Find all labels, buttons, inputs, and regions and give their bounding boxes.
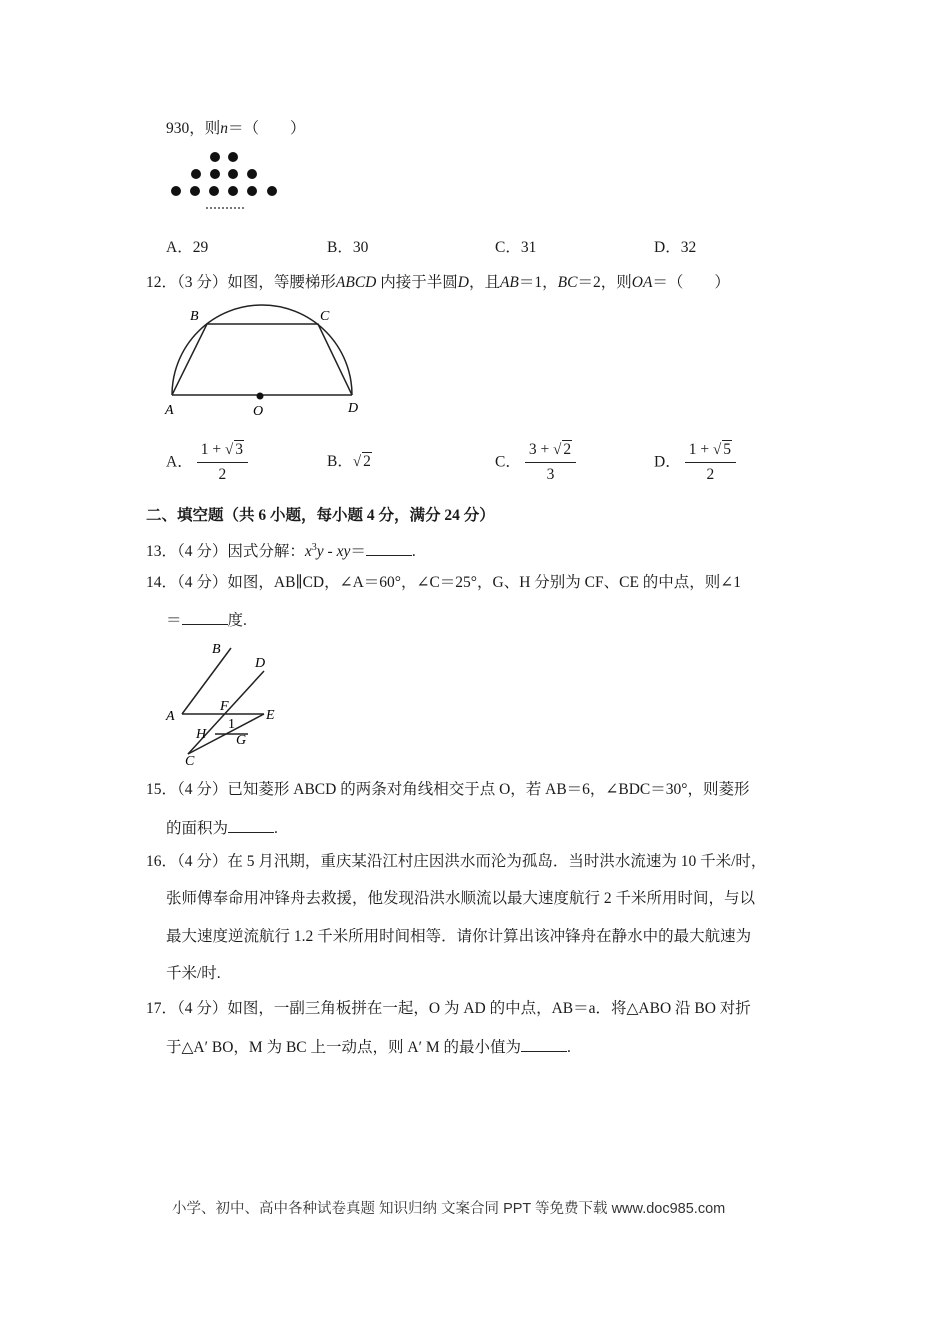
answer-blank [366,541,412,556]
dot [210,152,220,162]
page-footer: 小学、初中、高中各种试卷真题 知识归纳 文案合同 PPT 等免费下载 www.doc985.com [172,1201,726,1217]
q12-option-d: D． $\frac{1 + √ 5}{2}$ [654,440,736,485]
dot [267,186,277,196]
q15-stem-line1: 15．（4 分）已知菱形 ABCD 的两条对角线相交于点 O，若 AB＝6，∠BDC＝30°，则菱形 [146,781,750,798]
q11-tail: 930，则n＝（ ） [166,120,306,137]
label-1: 1 [228,717,235,732]
answer-blank [182,610,228,625]
label-d: D [348,401,359,416]
center-point-o [257,393,264,400]
q13-stem: 13．（4 分）因式分解：$x^3y - xy=$ . [146,542,416,561]
q11-option-a: A．29 [166,239,209,256]
dot [247,186,257,196]
label-f: F [220,699,229,714]
q11-option-d: D．32 [654,239,697,256]
q15-stem-line2: 的面积为 . [166,820,278,837]
label-e: E [266,708,275,723]
q17-stem-line2: 于△A′ BO，M 为 BC 上一动点，则 A′ M 的最小值为 . [166,1039,571,1056]
q12-stem: 12．（3 分）如图，等腰梯形ABCD 内接于半圆D，且AB＝1，BC＝2，则OA＝（ ） [146,274,730,291]
q17-stem-line1: 17．（4 分）如图，一副三角板拼在一起，O 为 AD 的中点，AB＝a．将△ABO 沿 BO 对折 [146,1000,751,1017]
answer-blank [228,818,274,833]
dot [190,186,200,196]
semicircle-trapezoid-figure [160,302,370,422]
dot [209,186,219,196]
parallel-lines-figure [160,638,290,770]
label-h: H [196,727,207,742]
label-b: B [190,309,199,324]
dot [171,186,181,196]
dot-pattern-figure [160,148,290,218]
label-a: A [165,403,174,418]
q12-option-a: A． $\frac{1 + √ 3}{2}$ [166,440,248,485]
q11-option-c: C．31 [495,239,537,256]
dot [210,169,220,179]
label-c: C [320,309,330,324]
label-b: B [212,642,221,657]
label-c: C [185,754,195,769]
label-g: G [236,733,247,748]
label-o: O [253,404,264,419]
label-d: D [255,656,266,671]
dot [228,152,238,162]
dot [228,186,238,196]
q16-stem-line4: 千米/时. [166,965,221,982]
answer-blank [521,1037,567,1052]
dot [191,169,201,179]
q16-stem-line3: 最大速度逆流航行 1.2 千米所用时间相等．请你计算出该冲锋舟在静水中的最大航速为 [166,928,752,945]
q16-stem-line2: 张师傅奉命用冲锋舟去救援，他发现沿洪水顺流以最大速度航行 2 千米所用时间，与以 [166,890,756,907]
section-heading: 二、填空题（共 6 小题，每小题 4 分，满分 24 分） [146,507,495,524]
dot [247,169,257,179]
q12-option-b: B．√ 2 [327,453,371,470]
q16-stem-line1: 16．（4 分）在 5 月汛期，重庆某沿江村庄因洪水而沦为孤岛．当时洪水流速为 10 千米/时， [146,853,767,870]
q14-stem-line2: ＝ 度. [166,612,247,629]
q14-stem-line1: 14．（4 分）如图，AB∥CD，∠A＝60°，∠C＝25°，G、H 分别为 CF、CE 的中点，则∠1 [146,574,742,591]
q11-option-b: B．30 [327,239,369,256]
dot [228,169,238,179]
label-a: A [166,709,175,724]
q12-option-c: C． $\frac{3 + √ 2}{3}$ [495,440,576,485]
trapezoid [172,324,352,395]
